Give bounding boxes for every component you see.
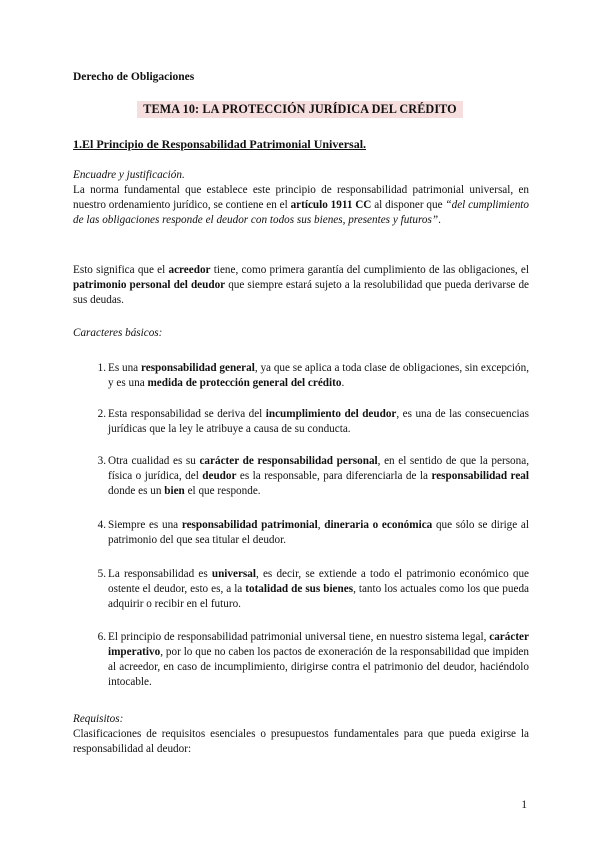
list-item-text: La responsabilidad es universal, es decir, se extiende a todo el patrimonio económico que ostente el deudor, esto es, a la totalidad de sus bienes, tanto los actuales como los que pueda adquirir o recibir en el futuro. xyxy=(108,568,530,610)
list-item-text: Es una responsabilidad general, ya que se aplica a toda clase de obligaciones, sin excepción, y es una medida de protección general del crédito. xyxy=(108,362,529,389)
list-number: 4. xyxy=(97,519,106,531)
list-number: 2. xyxy=(97,408,106,420)
topic-title: TEMA 10: LA PROTECCIÓN JURÍDICA DEL CRÉDITO xyxy=(137,101,463,118)
encuadre-heading: Encuadre y justificación. xyxy=(73,169,185,181)
requisitos-heading: Requisitos: xyxy=(73,713,124,725)
list-number: 3. xyxy=(97,455,106,467)
article-quote: “del cumplimiento de las obligaciones responde el deudor con todos sus bienes, presentes y futuros” xyxy=(73,199,529,226)
paragraph-creditor-guarantee: Esto significa que el acreedor tiene, como primera garantía del cumplimiento de las obligaciones, el patrimonio personal del deudor que siempre estará sujeto a la resolubilidad que pueda derivarse de sus deudas. xyxy=(73,264,530,306)
section-heading: 1.El Principio de Responsabilidad Patrimonial Universal. xyxy=(73,137,367,151)
paragraph-requisitos: Clasificaciones de requisitos esenciales o presupuestos fundamentales para que pueda exigirse la responsabilidad al deudor: xyxy=(73,728,529,755)
title-wrapper xyxy=(0,101,600,118)
page-number: 1 xyxy=(521,799,527,811)
list-number: 5. xyxy=(97,568,106,580)
list-item-text: El principio de responsabilidad patrimonial universal tiene, en nuestro sistema legal, carácter imperativo, por lo que no caben los pactos de exoneración de la responsabilidad que impiden al acreedor, en caso de incumplimiento, dirigirse contra el patrimonio del deudor, haciéndolo intocable. xyxy=(108,631,529,688)
list-number: 6. xyxy=(97,631,106,643)
list-item-text: Esta responsabilidad se deriva del incumplimiento del deudor, es una de las consecuencias jurídicas que la ley le atribuye a causa de su conducta. xyxy=(108,408,529,435)
caracteres-heading: Caracteres básicos: xyxy=(73,327,163,339)
list-number: 1. xyxy=(97,362,106,374)
subject-heading: Derecho de Obligaciones xyxy=(73,71,195,83)
list-item-text: Otra cualidad es su carácter de responsabilidad personal, en el sentido de que la persona, física o jurídica, del deudor es la responsable, para diferenciarla de la responsabilidad real donde es un bien el que responde. xyxy=(108,455,530,497)
list-item-text: Siempre es una responsabilidad patrimonial, dineraria o económica que sólo se dirige al patrimonio del que sea titular el deudor. xyxy=(108,519,529,546)
article-reference: artículo 1911 CC xyxy=(290,199,372,211)
paragraph-article-1911: La norma fundamental que establece este principio de responsabilidad patrimonial universal, en nuestro ordenamiento jurídico, se contiene en el artículo 1911 CC al disponer que “del cumplimiento de las obligaciones responde el deudor con todos sus bienes, presentes y futuros”. xyxy=(73,184,529,226)
